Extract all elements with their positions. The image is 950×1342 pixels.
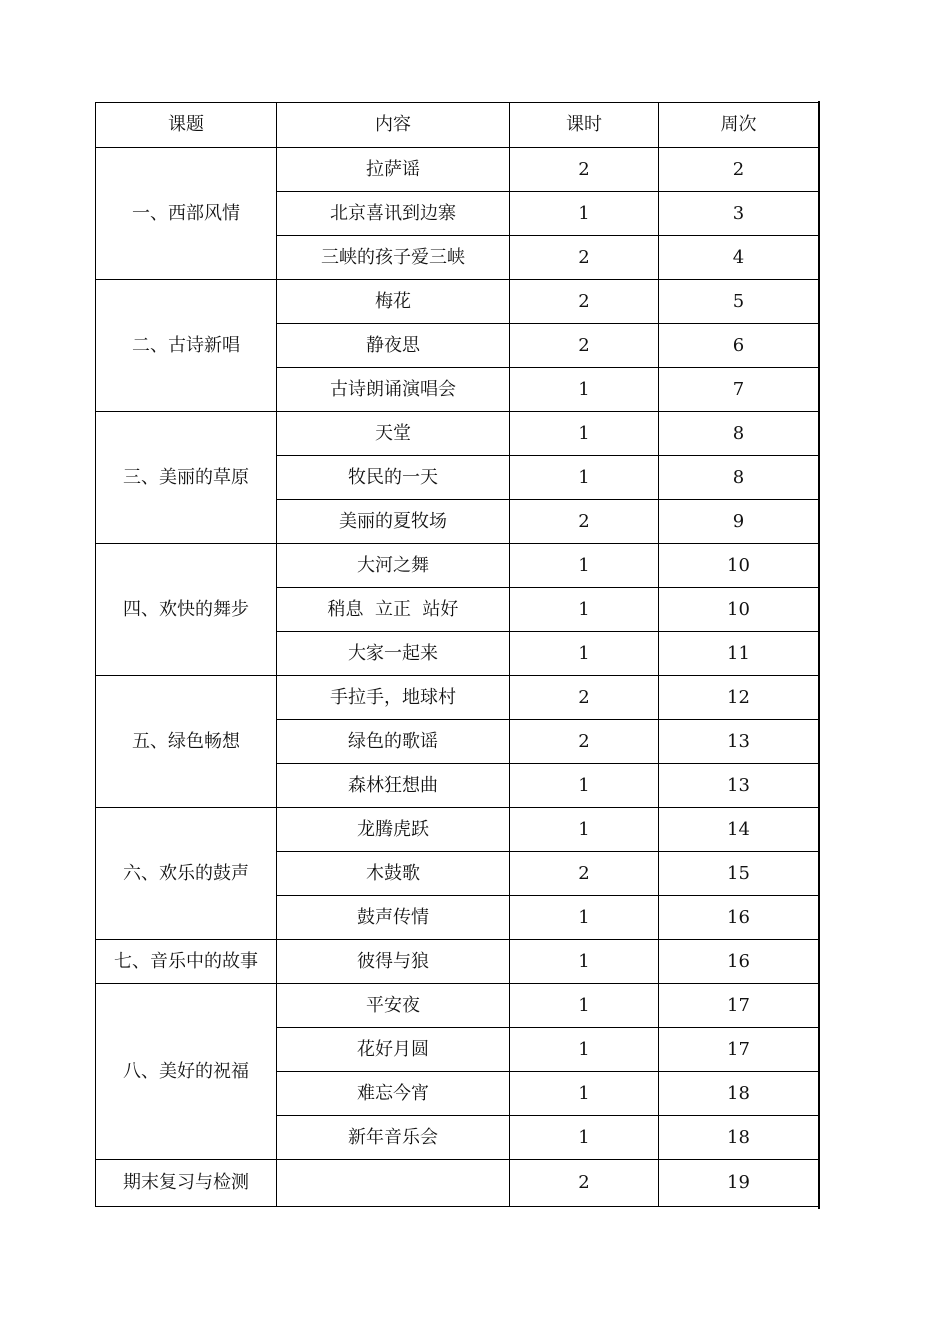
topic-cell: 八、美好的祝福 — [96, 984, 277, 1160]
hours-cell: 1 — [510, 544, 659, 588]
content-cell: 彼得与狼 — [277, 940, 510, 984]
week-cell: 11 — [659, 632, 819, 676]
header-hours: 课时 — [510, 103, 659, 148]
hours-cell: 2 — [510, 280, 659, 324]
week-cell: 16 — [659, 940, 819, 984]
week-cell: 5 — [659, 280, 819, 324]
content-cell: 花好月圆 — [277, 1028, 510, 1072]
content-cell — [277, 1160, 510, 1207]
topic-cell: 一、西部风情 — [96, 148, 277, 280]
hours-cell: 1 — [510, 940, 659, 984]
content-cell: 平安夜 — [277, 984, 510, 1028]
content-cell: 龙腾虎跃 — [277, 808, 510, 852]
week-cell: 2 — [659, 148, 819, 192]
content-cell: 三峡的孩子爱三峡 — [277, 236, 510, 280]
week-cell: 19 — [659, 1160, 819, 1207]
hours-cell: 1 — [510, 896, 659, 940]
content-cell: 古诗朗诵演唱会 — [277, 368, 510, 412]
hours-cell: 1 — [510, 368, 659, 412]
table-row — [96, 544, 819, 588]
table-row — [96, 1160, 819, 1207]
topic-cell: 三、美丽的草原 — [96, 412, 277, 544]
hours-cell: 1 — [510, 1072, 659, 1116]
table-row — [96, 412, 819, 456]
header-topic: 课题 — [96, 103, 277, 148]
week-cell: 17 — [659, 984, 819, 1028]
content-cell: 新年音乐会 — [277, 1116, 510, 1160]
week-cell: 8 — [659, 456, 819, 500]
content-cell: 静夜思 — [277, 324, 510, 368]
week-cell: 7 — [659, 368, 819, 412]
week-cell: 8 — [659, 412, 819, 456]
hours-cell: 1 — [510, 632, 659, 676]
content-cell: 稍息 立正 站好 — [277, 588, 510, 632]
content-cell: 木鼓歌 — [277, 852, 510, 896]
week-cell: 13 — [659, 720, 819, 764]
table-row — [96, 940, 819, 984]
content-cell: 牧民的一天 — [277, 456, 510, 500]
hours-cell: 2 — [510, 852, 659, 896]
hours-cell: 1 — [510, 412, 659, 456]
table-right-border — [818, 101, 820, 1209]
week-cell: 18 — [659, 1116, 819, 1160]
table-row — [96, 676, 819, 720]
content-cell: 美丽的夏牧场 — [277, 500, 510, 544]
hours-cell: 2 — [510, 676, 659, 720]
week-cell: 16 — [659, 896, 819, 940]
hours-cell: 2 — [510, 720, 659, 764]
content-cell: 大家一起来 — [277, 632, 510, 676]
schedule-table — [95, 102, 819, 1207]
week-cell: 15 — [659, 852, 819, 896]
content-cell: 鼓声传情 — [277, 896, 510, 940]
hours-cell: 1 — [510, 1116, 659, 1160]
content-cell: 天堂 — [277, 412, 510, 456]
topic-cell: 四、欢快的舞步 — [96, 544, 277, 676]
topic-cell: 期末复习与检测 — [96, 1160, 277, 1207]
content-cell: 手拉手，地球村 — [277, 676, 510, 720]
week-cell: 10 — [659, 544, 819, 588]
week-cell: 4 — [659, 236, 819, 280]
topic-cell: 二、古诗新唱 — [96, 280, 277, 412]
content-cell: 难忘今宵 — [277, 1072, 510, 1116]
header-week: 周次 — [659, 103, 819, 148]
week-cell: 3 — [659, 192, 819, 236]
hours-cell: 1 — [510, 588, 659, 632]
hours-cell: 2 — [510, 500, 659, 544]
hours-cell: 1 — [510, 984, 659, 1028]
week-cell: 10 — [659, 588, 819, 632]
header-row — [96, 103, 819, 148]
content-cell: 梅花 — [277, 280, 510, 324]
topic-cell: 七、音乐中的故事 — [96, 940, 277, 984]
week-cell: 17 — [659, 1028, 819, 1072]
week-cell: 6 — [659, 324, 819, 368]
table-row — [96, 808, 819, 852]
hours-cell: 1 — [510, 1028, 659, 1072]
content-cell: 北京喜讯到边寨 — [277, 192, 510, 236]
week-cell: 13 — [659, 764, 819, 808]
topic-cell: 六、欢乐的鼓声 — [96, 808, 277, 940]
hours-cell: 2 — [510, 148, 659, 192]
table-row — [96, 280, 819, 324]
header-content: 内容 — [277, 103, 510, 148]
hours-cell: 2 — [510, 236, 659, 280]
hours-cell: 2 — [510, 324, 659, 368]
week-cell: 12 — [659, 676, 819, 720]
content-cell: 拉萨谣 — [277, 148, 510, 192]
hours-cell: 1 — [510, 808, 659, 852]
topic-cell: 五、绿色畅想 — [96, 676, 277, 808]
hours-cell: 1 — [510, 192, 659, 236]
week-cell: 18 — [659, 1072, 819, 1116]
table-body — [96, 148, 819, 1207]
table-row — [96, 148, 819, 192]
table-row — [96, 984, 819, 1028]
content-cell: 绿色的歌谣 — [277, 720, 510, 764]
content-cell: 森林狂想曲 — [277, 764, 510, 808]
hours-cell: 1 — [510, 764, 659, 808]
content-cell: 大河之舞 — [277, 544, 510, 588]
hours-cell: 2 — [510, 1160, 659, 1207]
week-cell: 9 — [659, 500, 819, 544]
hours-cell: 1 — [510, 456, 659, 500]
week-cell: 14 — [659, 808, 819, 852]
